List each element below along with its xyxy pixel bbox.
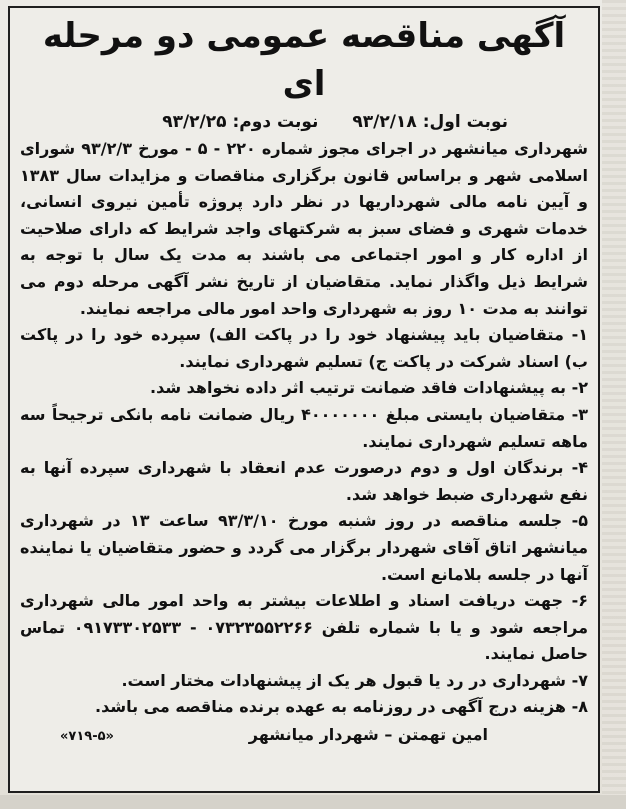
intro-paragraph: شهرداری میانشهر در اجرای مجوز شماره ۲۲۰ - ۵ - مورخ ۹۳/۲/۳ شورای اسلامی شهر و براساس قانون برگزاری مناقصات و مزایدات سال ۱۳۸۳ و آیین نامه مالی شهرداریها در نظر دارد پروژه تأمین نیروی انسانی، خدمات شهری و فضای سبز به شرکتهای واجد شرایط که دارای صلاحیت از اداره کار و امور اجتماعی می باشند به مدت یک سال با توجه به شرایط ذیل واگذار نماید. متقاضیان از تاریخ نشر آگهی مرحله دوم می توانند به مدت ۱۰ روز به شهرداری واحد امور مالی مراجعه نمایند. [20, 139, 588, 318]
notice-content [20, 12, 588, 785]
signature: امین تهمتن – شهردار میانشهر [248, 725, 488, 745]
notice-code: «۷۱۹-۵» [60, 729, 114, 745]
condition-item-1: ۱- متقاضیان باید پیشنهاد خود را در پاکت الف) سپرده خود را در پاکت ب) اسناد شرکت در پاکت ج) تسلیم شهرداری نمایند. [20, 325, 588, 371]
condition-item-6: ۶- جهت دریافت اسناد و اطلاعات بیشتر به واحد امور مالی شهرداری مراجعه شود و یا با شماره تلفن ۰۷۳۲۳۵۵۲۲۶۶ - ۰۹۱۷۳۳۰۲۵۳۳ تماس حاصل نمایند. [20, 591, 589, 664]
notice-box [8, 6, 600, 793]
first-round-date: ۹۳/۲/۱۸ [352, 112, 417, 132]
condition-item-5: ۵- جلسه مناقصه در روز شنبه مورخ ۹۳/۳/۱۰ ساعت ۱۳ در شهرداری میانشهر اتاق آقای شهردار برگزار می گردد و حضور متقاضیان یا نماینده آنها در جلسه بلامانع است. [20, 511, 589, 584]
second-round-date: ۹۳/۲/۲۵ [162, 112, 227, 132]
second-round-label: نوبت دوم: [232, 112, 319, 132]
first-round [346, 108, 508, 136]
second-round [156, 108, 318, 136]
first-round-label: نوبت اول: [422, 112, 508, 132]
adjacent-column-edge [602, 0, 626, 809]
notice-title: آگهی مناقصه عمومی دو مرحله ای [42, 16, 566, 104]
condition-item-2: ۲- به پیشنهادات فاقد ضمانت ترتیب اثر داده نخواهد شد. [150, 378, 588, 398]
notice-footer [20, 723, 588, 749]
condition-item-8: ۸- هزینه درج آگهی در روزنامه به عهده برنده مناقصه می باشد. [95, 697, 588, 717]
condition-item-3: ۳- متقاضیان بایستی مبلغ ۴۰۰۰۰۰۰۰ ریال ضمانت نامه بانکی ترجیحاً سه ماهه تسلیم شهرداری نمایند. [20, 404, 588, 451]
condition-item-7: ۷- شهرداری در رد یا قبول هر یک از پیشنهادات مختار است. [121, 670, 588, 690]
publication-dates [20, 108, 588, 136]
page-bottom-edge [0, 795, 626, 809]
condition-item-4: ۴- برندگان اول و دوم درصورت عدم انعقاد با شهرداری سپرده آنها به نفع شهرداری ضبط خواهد شد. [20, 458, 588, 504]
